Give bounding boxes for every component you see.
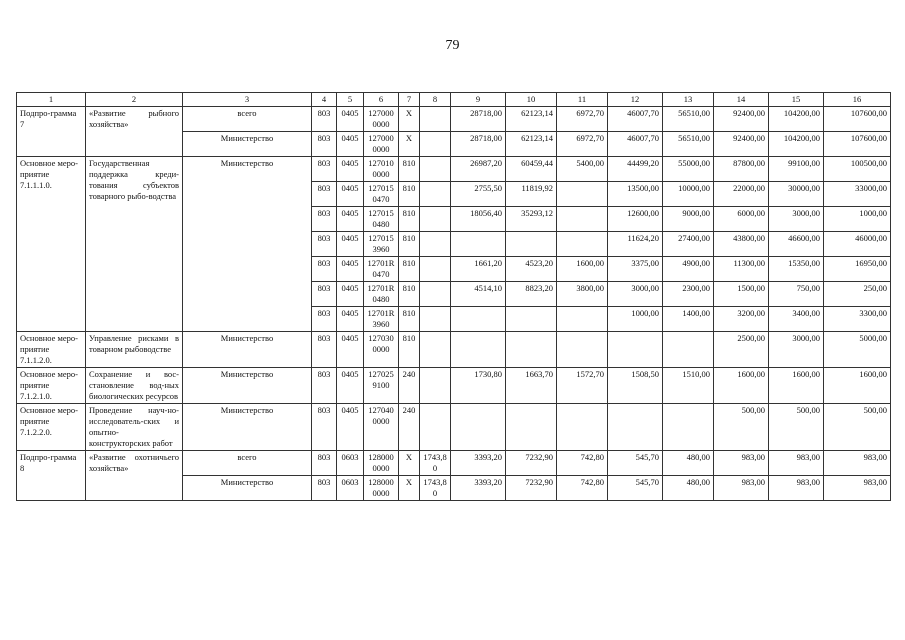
year-value-cell: 500,00	[824, 404, 891, 451]
year-value-cell: 87800,00	[714, 157, 769, 182]
year-value-cell: 983,00	[824, 451, 891, 476]
code-target-cell: 1270000000	[364, 132, 399, 157]
header-cell: 3	[183, 93, 312, 107]
code-section-cell: 0405	[337, 207, 364, 232]
code-expense-type-cell: X	[399, 451, 420, 476]
year-value-cell: 1600,00	[557, 257, 608, 282]
table-row	[17, 157, 891, 182]
year-value-cell: 480,00	[663, 476, 714, 501]
year-value-cell: 7232,90	[506, 476, 557, 501]
header-cell: 10	[506, 93, 557, 107]
code-expense-type-cell: 810	[399, 332, 420, 368]
table-row	[17, 451, 891, 476]
year-value-cell: 107600,00	[824, 132, 891, 157]
year-value-cell: 3000,00	[769, 332, 824, 368]
year-value-cell: 3393,20	[451, 476, 506, 501]
year-value-cell: 92400,00	[714, 132, 769, 157]
year-value-cell: 750,00	[769, 282, 824, 307]
code-section-cell: 0405	[337, 332, 364, 368]
year-value-cell: 480,00	[663, 451, 714, 476]
year-value-cell: 1000,00	[824, 207, 891, 232]
year-value-cell: 60459,44	[506, 157, 557, 182]
executor-cell: Министерство	[183, 132, 312, 157]
year-value-cell: 46007,70	[608, 132, 663, 157]
year-value-cell: 107600,00	[824, 107, 891, 132]
year-value-cell: 983,00	[714, 451, 769, 476]
year-value-cell: 983,00	[769, 451, 824, 476]
code-ministry-cell: 803	[312, 182, 337, 207]
code-section-cell: 0405	[337, 368, 364, 404]
code-ministry-cell: 803	[312, 257, 337, 282]
year-value-cell: 1500,00	[714, 282, 769, 307]
year-value-cell	[608, 332, 663, 368]
year-value-cell: 983,00	[769, 476, 824, 501]
code-section-cell: 0405	[337, 107, 364, 132]
year-value-cell: 1000,00	[608, 307, 663, 332]
code-target-cell: 12701R0470	[364, 257, 399, 282]
year-value-cell: 3375,00	[608, 257, 663, 282]
code-expense-type-cell: 810	[399, 257, 420, 282]
year-value-cell	[451, 404, 506, 451]
year-value-cell: 1508,50	[608, 368, 663, 404]
year-value-cell	[608, 404, 663, 451]
year-value-cell: 35293,12	[506, 207, 557, 232]
year-value-cell	[420, 404, 451, 451]
year-value-cell: 4523,20	[506, 257, 557, 282]
executor-cell: Министерство	[183, 476, 312, 501]
year-value-cell: 13500,00	[608, 182, 663, 207]
executor-cell: Министерство	[183, 368, 312, 404]
header-cell: 1	[17, 93, 86, 107]
header-cell: 14	[714, 93, 769, 107]
year-value-cell	[663, 404, 714, 451]
program-title-cell: Государственная поддержка креди-тования субъектов товарного рыбо-водства	[86, 157, 183, 332]
header-row	[17, 93, 891, 107]
code-section-cell: 0405	[337, 232, 364, 257]
program-title-cell: Сохранение и вос-становление вод-ных биологических ресурсов	[86, 368, 183, 404]
year-value-cell: 1510,00	[663, 368, 714, 404]
code-expense-type-cell: 240	[399, 368, 420, 404]
year-value-cell	[506, 232, 557, 257]
year-value-cell: 22000,00	[714, 182, 769, 207]
year-value-cell: 100500,00	[824, 157, 891, 182]
year-value-cell	[420, 132, 451, 157]
code-ministry-cell: 803	[312, 207, 337, 232]
program-name-cell: Основное меро-приятие 7.1.2.2.0.	[17, 404, 86, 451]
year-value-cell: 46600,00	[769, 232, 824, 257]
code-target-cell: 1280000000	[364, 476, 399, 501]
year-value-cell	[420, 257, 451, 282]
year-value-cell: 1743,80	[420, 476, 451, 501]
program-title-cell: Управление рисками в товарном рыбоводстве	[86, 332, 183, 368]
code-section-cell: 0405	[337, 282, 364, 307]
year-value-cell: 10000,00	[663, 182, 714, 207]
year-value-cell: 46007,70	[608, 107, 663, 132]
code-target-cell: 12701R3960	[364, 307, 399, 332]
code-section-cell: 0603	[337, 451, 364, 476]
code-target-cell: 1270150480	[364, 207, 399, 232]
year-value-cell: 2755,50	[451, 182, 506, 207]
year-value-cell	[557, 404, 608, 451]
year-value-cell	[663, 332, 714, 368]
code-expense-type-cell: X	[399, 107, 420, 132]
year-value-cell: 1572,70	[557, 368, 608, 404]
year-value-cell	[420, 182, 451, 207]
year-value-cell	[420, 107, 451, 132]
year-value-cell: 2300,00	[663, 282, 714, 307]
year-value-cell: 5000,00	[824, 332, 891, 368]
year-value-cell: 7232,90	[506, 451, 557, 476]
year-value-cell	[451, 332, 506, 368]
year-value-cell: 250,00	[824, 282, 891, 307]
program-title-cell: «Развитие охотничьего хозяйства»	[86, 451, 183, 501]
year-value-cell	[557, 232, 608, 257]
code-expense-type-cell: 810	[399, 207, 420, 232]
year-value-cell: 3400,00	[769, 307, 824, 332]
year-value-cell	[451, 232, 506, 257]
year-value-cell: 545,70	[608, 476, 663, 501]
year-value-cell	[420, 368, 451, 404]
code-ministry-cell: 803	[312, 332, 337, 368]
header-cell: 2	[86, 93, 183, 107]
year-value-cell: 6000,00	[714, 207, 769, 232]
code-target-cell: 1270259100	[364, 368, 399, 404]
year-value-cell: 92400,00	[714, 107, 769, 132]
year-value-cell: 983,00	[714, 476, 769, 501]
executor-cell: всего	[183, 451, 312, 476]
header-cell: 5	[337, 93, 364, 107]
header-cell: 15	[769, 93, 824, 107]
header-cell: 7	[399, 93, 420, 107]
code-section-cell: 0405	[337, 182, 364, 207]
program-name-cell: Основное меро-приятие 7.1.1.1.0.	[17, 157, 86, 332]
year-value-cell: 104200,00	[769, 132, 824, 157]
year-value-cell: 33000,00	[824, 182, 891, 207]
table-row	[17, 332, 891, 368]
budget-table	[16, 92, 891, 501]
year-value-cell: 12600,00	[608, 207, 663, 232]
code-ministry-cell: 803	[312, 132, 337, 157]
year-value-cell: 26987,20	[451, 157, 506, 182]
year-value-cell: 983,00	[824, 476, 891, 501]
code-ministry-cell: 803	[312, 232, 337, 257]
year-value-cell: 4514,10	[451, 282, 506, 307]
code-expense-type-cell: X	[399, 476, 420, 501]
year-value-cell: 99100,00	[769, 157, 824, 182]
code-ministry-cell: 803	[312, 157, 337, 182]
header-cell: 6	[364, 93, 399, 107]
header-cell: 4	[312, 93, 337, 107]
program-name-cell: Основное меро-приятие 7.1.2.1.0.	[17, 368, 86, 404]
year-value-cell: 1600,00	[769, 368, 824, 404]
year-value-cell: 1743,80	[420, 451, 451, 476]
year-value-cell	[557, 182, 608, 207]
year-value-cell: 44499,20	[608, 157, 663, 182]
year-value-cell: 742,80	[557, 451, 608, 476]
year-value-cell: 18056,40	[451, 207, 506, 232]
executor-cell: Министерство	[183, 157, 312, 332]
year-value-cell	[420, 232, 451, 257]
code-target-cell: 1270000000	[364, 107, 399, 132]
code-expense-type-cell: 810	[399, 182, 420, 207]
code-expense-type-cell: 810	[399, 307, 420, 332]
header-cell: 8	[420, 93, 451, 107]
code-target-cell: 1270100000	[364, 157, 399, 182]
table-body	[17, 93, 891, 501]
year-value-cell: 5400,00	[557, 157, 608, 182]
code-ministry-cell: 803	[312, 404, 337, 451]
code-expense-type-cell: 240	[399, 404, 420, 451]
year-value-cell	[420, 157, 451, 182]
year-value-cell: 3200,00	[714, 307, 769, 332]
year-value-cell	[557, 207, 608, 232]
year-value-cell: 62123,14	[506, 132, 557, 157]
year-value-cell: 1600,00	[714, 368, 769, 404]
table-row	[17, 404, 891, 451]
year-value-cell: 2500,00	[714, 332, 769, 368]
year-value-cell	[557, 307, 608, 332]
year-value-cell: 56510,00	[663, 107, 714, 132]
year-value-cell: 3000,00	[608, 282, 663, 307]
code-target-cell: 1270150470	[364, 182, 399, 207]
code-section-cell: 0603	[337, 476, 364, 501]
code-target-cell: 1280000000	[364, 451, 399, 476]
program-name-cell: Подпро-грамма 7	[17, 107, 86, 157]
header-cell: 11	[557, 93, 608, 107]
program-title-cell: Проведение науч-но-исследователь-ских и опытно-конструкторских работ	[86, 404, 183, 451]
year-value-cell	[420, 282, 451, 307]
code-target-cell: 1270153960	[364, 232, 399, 257]
year-value-cell: 500,00	[714, 404, 769, 451]
year-value-cell: 1600,00	[824, 368, 891, 404]
year-value-cell: 15350,00	[769, 257, 824, 282]
year-value-cell: 4900,00	[663, 257, 714, 282]
year-value-cell: 11819,92	[506, 182, 557, 207]
year-value-cell: 1730,80	[451, 368, 506, 404]
year-value-cell	[420, 207, 451, 232]
year-value-cell: 11624,20	[608, 232, 663, 257]
year-value-cell: 16950,00	[824, 257, 891, 282]
code-ministry-cell: 803	[312, 107, 337, 132]
code-ministry-cell: 803	[312, 451, 337, 476]
header-cell: 13	[663, 93, 714, 107]
year-value-cell: 30000,00	[769, 182, 824, 207]
year-value-cell: 6972,70	[557, 107, 608, 132]
year-value-cell: 3300,00	[824, 307, 891, 332]
year-value-cell	[451, 307, 506, 332]
executor-cell: всего	[183, 107, 312, 132]
code-expense-type-cell: 810	[399, 282, 420, 307]
header-cell: 9	[451, 93, 506, 107]
year-value-cell: 56510,00	[663, 132, 714, 157]
year-value-cell: 3000,00	[769, 207, 824, 232]
code-section-cell: 0405	[337, 157, 364, 182]
year-value-cell	[506, 307, 557, 332]
year-value-cell	[420, 332, 451, 368]
header-cell: 16	[824, 93, 891, 107]
code-section-cell: 0405	[337, 404, 364, 451]
year-value-cell: 62123,14	[506, 107, 557, 132]
executor-cell: Министерство	[183, 404, 312, 451]
year-value-cell	[506, 404, 557, 451]
year-value-cell: 545,70	[608, 451, 663, 476]
program-title-cell: «Развитие рыбного хозяйства»	[86, 107, 183, 157]
table-row	[17, 368, 891, 404]
code-section-cell: 0405	[337, 307, 364, 332]
year-value-cell	[420, 307, 451, 332]
year-value-cell: 3800,00	[557, 282, 608, 307]
code-ministry-cell: 803	[312, 368, 337, 404]
code-ministry-cell: 803	[312, 282, 337, 307]
code-target-cell: 12701R0480	[364, 282, 399, 307]
code-section-cell: 0405	[337, 132, 364, 157]
code-target-cell: 1270300000	[364, 332, 399, 368]
year-value-cell: 6972,70	[557, 132, 608, 157]
year-value-cell: 104200,00	[769, 107, 824, 132]
year-value-cell: 1663,70	[506, 368, 557, 404]
year-value-cell: 43800,00	[714, 232, 769, 257]
code-section-cell: 0405	[337, 257, 364, 282]
year-value-cell: 500,00	[769, 404, 824, 451]
year-value-cell: 8823,20	[506, 282, 557, 307]
year-value-cell: 3393,20	[451, 451, 506, 476]
year-value-cell: 46000,00	[824, 232, 891, 257]
year-value-cell: 55000,00	[663, 157, 714, 182]
code-expense-type-cell: 810	[399, 232, 420, 257]
year-value-cell: 9000,00	[663, 207, 714, 232]
code-ministry-cell: 803	[312, 307, 337, 332]
program-name-cell: Подпро-грамма 8	[17, 451, 86, 501]
code-expense-type-cell: X	[399, 132, 420, 157]
year-value-cell: 11300,00	[714, 257, 769, 282]
table-row	[17, 107, 891, 132]
program-name-cell: Основное меро-приятие 7.1.1.2.0.	[17, 332, 86, 368]
page-number: 79	[445, 38, 460, 53]
year-value-cell: 1661,20	[451, 257, 506, 282]
year-value-cell: 27400,00	[663, 232, 714, 257]
executor-cell: Министерство	[183, 332, 312, 368]
year-value-cell: 1400,00	[663, 307, 714, 332]
year-value-cell: 28718,00	[451, 107, 506, 132]
year-value-cell	[557, 332, 608, 368]
year-value-cell	[506, 332, 557, 368]
year-value-cell: 28718,00	[451, 132, 506, 157]
header-cell: 12	[608, 93, 663, 107]
code-ministry-cell: 803	[312, 476, 337, 501]
year-value-cell: 742,80	[557, 476, 608, 501]
code-target-cell: 1270400000	[364, 404, 399, 451]
code-expense-type-cell: 810	[399, 157, 420, 182]
